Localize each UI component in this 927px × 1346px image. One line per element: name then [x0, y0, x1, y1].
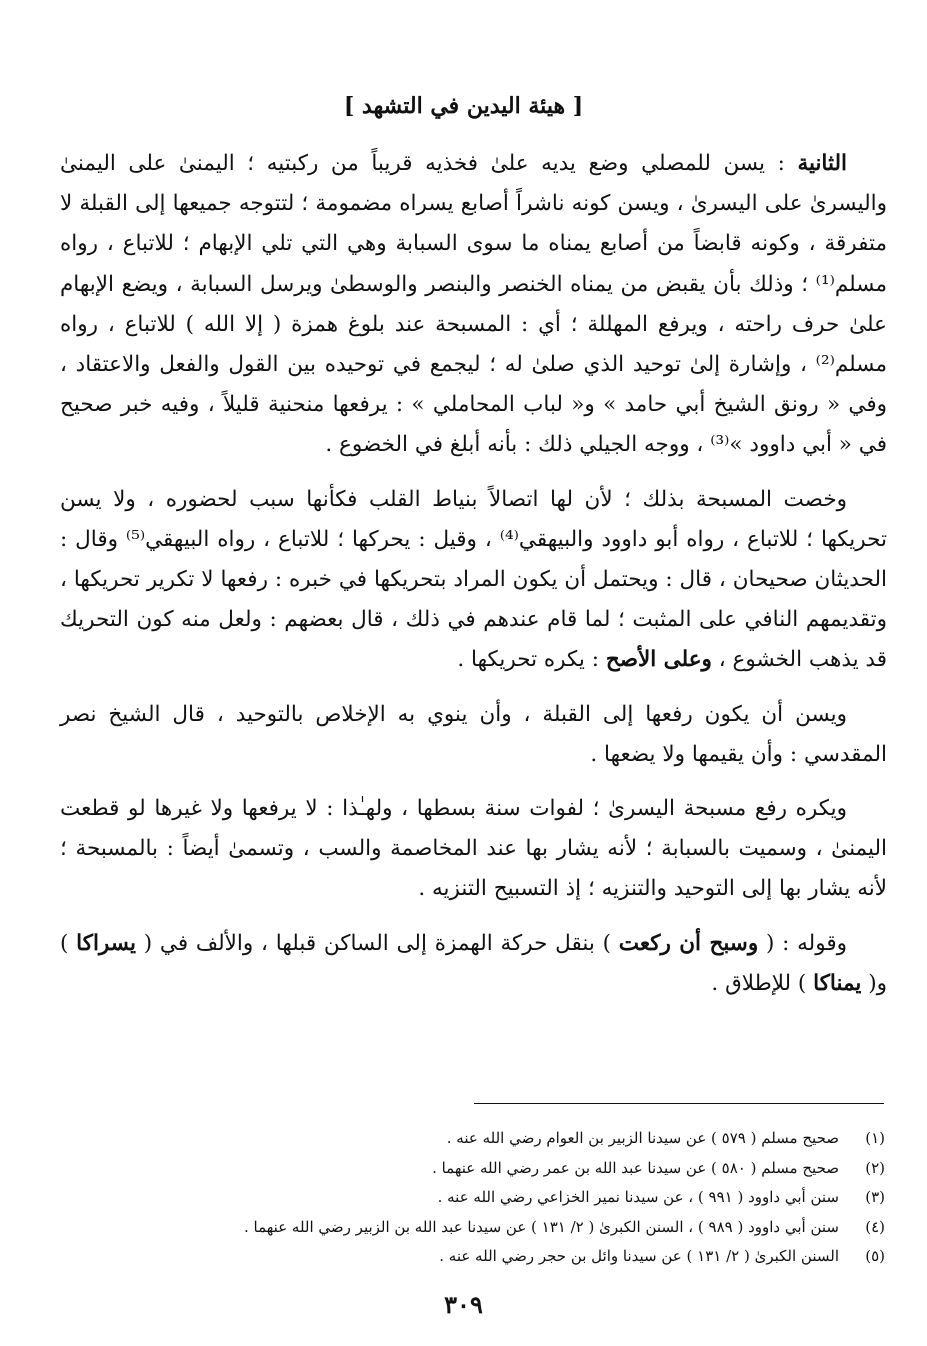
text-run: ) للإطلاق . — [711, 970, 814, 996]
footnote — [80, 1183, 885, 1213]
text-run: ) و( — [60, 930, 887, 996]
footnotes — [80, 1124, 885, 1272]
text-run: ) بنقل حركة الهمزة إلى الساكن قبلها ، والألف في ( — [135, 930, 619, 956]
footnote-number: (٢) — [865, 1158, 885, 1177]
text-run: : يسن للمصلي وضع يديه علىٰ فخذيه قريباً من ركبتيه ؛ اليمنىٰ على اليمنىٰ واليسرىٰ على اليسرىٰ ، ويسن كونه ناشراً أصابع يسراه مضمومة ؛ لتتوجه جميعها إلى القبلة لا متفرقة ، وكونه قابضاً من أصابع يمناه ما سوى السبابة وهي التي تلي الإبهام ؛ للاتباع ، رواه مسلم⁽¹⁾ ؛ وذلك بأن يقبض من يمناه الخنصر والبنصر والوسطىٰ ويرسل السبابة ، ويضع الإبهام علىٰ حرف راحته ، ويرفع المهللة ؛ أي : المسبحة عند بلوغ همزة ( إلا الله ) للاتباع ، رواه مسلم⁽²⁾ ، وإشارة إلىٰ توحيد الذي صلىٰ له ؛ ليجمع في توحيده بين القول والفعل والاعتقاد ، وفي « رونق الشيخ أبي حامد » و« لباب المحاملي » : يرفعها منحنية قليلاً ، وفيه خبر صحيح في « أبي داوود »⁽³⁾ ، ووجه الجيلي ذلك : بأنه أبلغ في الخضوع . — [60, 151, 887, 458]
footnote-divider — [474, 1103, 884, 1104]
text-run: ويسن أن يكون رفعها إلى القبلة ، وأن ينوي به الإخلاص بالتوحيد ، قال الشيخ نصر المقدسي : وأن يقيمها ولا يضعها . — [60, 701, 887, 767]
text-run: وسبح أن ركعت — [618, 930, 759, 956]
footnote-text: سنن أبي داوود ( ٩٩١ ) ، عن سيدنا نمير الخزاعي رضي الله عنه . — [437, 1188, 839, 1206]
footnote-number: (٣) — [865, 1188, 885, 1206]
footnote — [80, 1154, 885, 1184]
text-run: وقوله : ( — [758, 930, 848, 956]
paragraph — [60, 480, 887, 681]
page-number: ٣٠٩ — [444, 1290, 483, 1319]
text-run: وعلى الأصح — [605, 647, 712, 673]
footnote-text: سنن أبي داوود ( ٩٨٩ ) ، السنن الكبرىٰ ( ٢/ ١٣١ ) عن سيدنا عبد الله بن الزبير رضي الله عنهما . — [243, 1217, 839, 1236]
text-run: وخصت المسبحة بذلك ؛ لأن لها اتصالاً بنياط القلب فكأنها سبب لحضوره ، ولا يسن تحريكها ؛ للاتباع ، رواه أبو داوود والبيهقي⁽⁴⁾ ، وقيل : يحركها ؛ للاتباع ، رواه البيهقي⁽⁵⁾ وقال : الحديثان صحيحان ، قال : ويحتمل أن يكون المراد بتحريكها في خبره : رفعها لا تكرير تحريكها ، وتقديمهم النافي على المثبت ؛ لما قام عندهم في ذلك ، قال بعضهم : ولعل منه كون التحريك قد يذهب الخشوع ، — [60, 486, 887, 673]
footnote — [80, 1213, 885, 1243]
footnote-number: (٥) — [865, 1247, 885, 1265]
paragraph — [60, 144, 887, 466]
paragraph — [60, 924, 887, 1004]
section-title: [ هيئة اليدين في التشهد ] — [343, 93, 584, 119]
paragraph — [60, 695, 887, 775]
footnote — [80, 1242, 885, 1272]
text-run: الثانية — [797, 151, 847, 176]
main-text — [60, 144, 887, 1018]
footnote-text: السنن الكبرىٰ ( ٢/ ١٣١ ) عن سيدنا وائل بن حجر رضي الله عنه . — [439, 1247, 839, 1265]
text-run: يسراكا — [76, 930, 136, 956]
text-run: : يكره تحريكها . — [457, 647, 606, 673]
text-run: يمناكا — [813, 970, 862, 996]
footnote-number: (١) — [865, 1129, 885, 1147]
footnote-text: صحيح مسلم ( ٥٨٠ ) عن سيدنا عبد الله بن عمر رضي الله عنهما . — [432, 1158, 839, 1177]
paragraph — [60, 789, 887, 910]
footnote-text: صحيح مسلم ( ٥٧٩ ) عن سيدنا الزبير بن العوام رضي الله عنه . — [446, 1129, 839, 1147]
footnote-number: (٤) — [865, 1217, 885, 1236]
footnote — [80, 1124, 885, 1154]
text-run: ويكره رفع مسبحة اليسرىٰ ؛ لفوات سنة بسطها ، ولهـٰذا : لا يرفعها ولا غيرها لو قطعت اليمنىٰ ، وسميت بالسبابة ؛ لأنه يشار بها عند المخاصمة والسب ، وتسمىٰ أيضاً : بالمسبحة ؛ لأنه يشار بها إلى التوحيد والتنزيه ؛ إذ التسبيح التنزيه . — [60, 796, 887, 902]
